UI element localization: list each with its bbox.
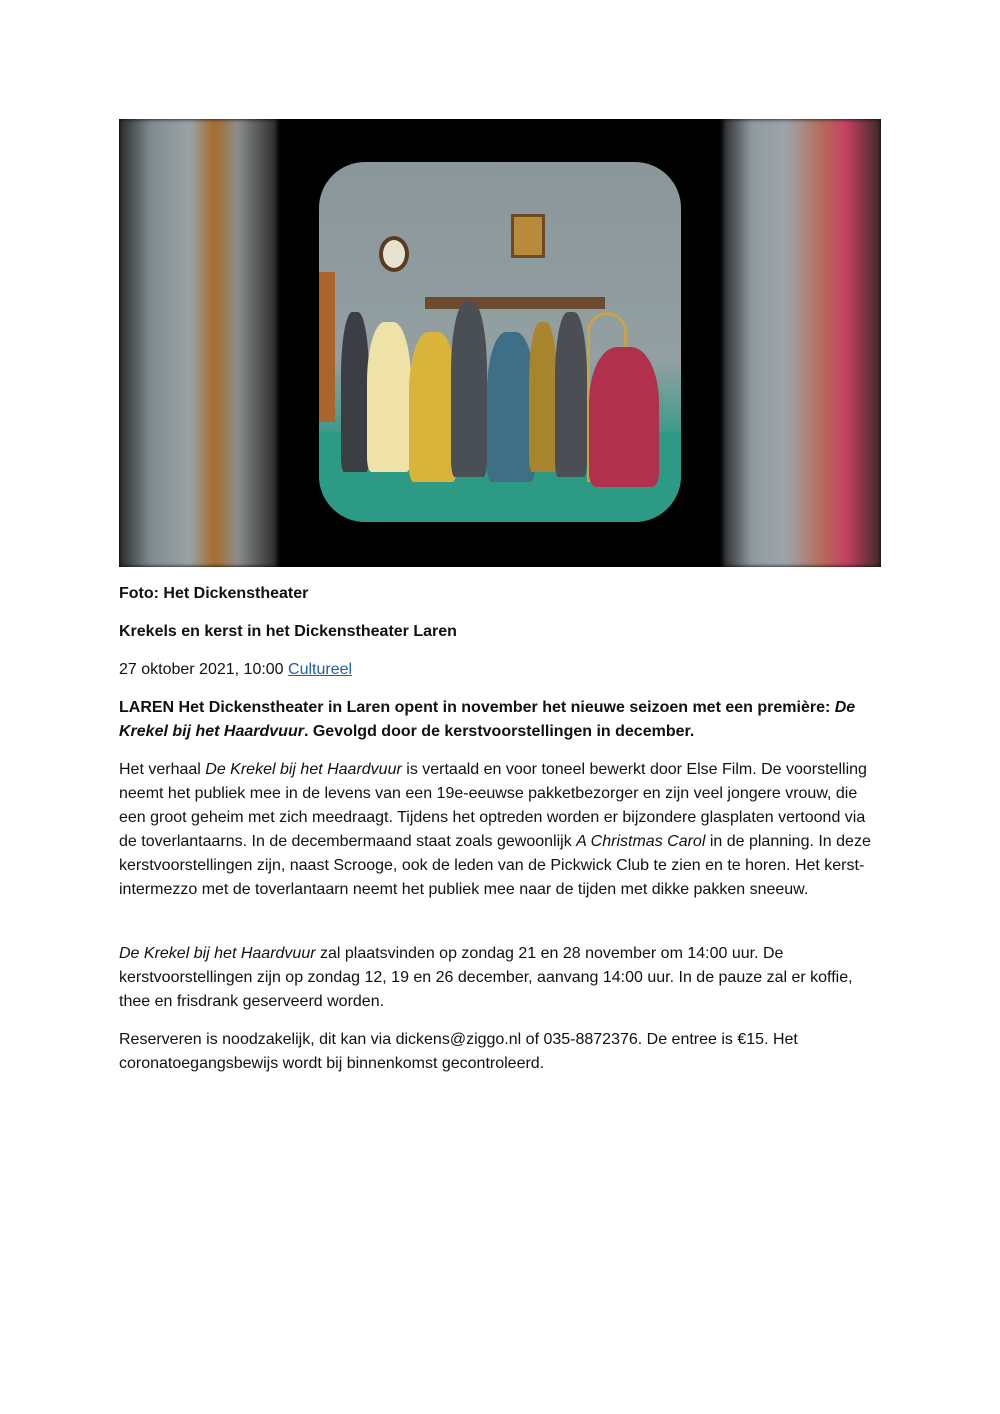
figure-dark-suit-2 [555, 312, 587, 477]
p2-text-a: zal plaatsvinden op zondag 21 en 28 november om 14:00 uur. De kerstvoorstellingen zijn op zondag 12, 19 en 26 december, aanvang 14:00 uur. In de pauze zal er koffie, thee en frisdrank geserveerd worden. [119, 945, 853, 1010]
article-meta [119, 658, 352, 682]
photo-blurred-left-edge [119, 119, 277, 567]
lead-text-2: . Gevolgd door de kerstvoorstellingen in december. [303, 723, 695, 740]
photo-blurred-right-edge [723, 119, 881, 567]
slide-door [319, 272, 335, 422]
p1-text-c: in de planning. In deze kerstvoorstellingen zijn, naast Scrooge, ook de leden van de Pickwick Club te zien en te horen. Het kerst-intermezzo met de toverlantaarn neemt het publiek mee naar de tijden met dikke pakken sneeuw. [119, 833, 871, 898]
figure-ochre-dress [529, 322, 557, 472]
figure-yellow-dress [409, 332, 457, 482]
figure-blue-dress [487, 332, 535, 482]
figure-red-dress-harpist [589, 347, 659, 487]
body-paragraph-1 [119, 758, 881, 902]
p1-italic-b: A Christmas Carol [576, 833, 706, 850]
slide-picture-frame [511, 214, 545, 258]
body-paragraph-3: Reserveren is noodzakelijk, dit kan via dickens@ziggo.nl of 035-8872376. De entree is €15. Het coronatoegangsbewijs wordt bij binnenkomst gecontroleerd. [119, 1031, 798, 1072]
figure-cream-dress [367, 322, 411, 472]
p1-text-a: Het verhaal [119, 761, 206, 778]
lead-paragraph [119, 696, 881, 744]
slide-clock [379, 236, 409, 272]
p1-text-b: is vertaald en voor toneel bewerkt door Else Film. De voorstelling neemt het publiek mee in de levens van een 19e-eeuwse pakketbezorger en zijn veel jongere vrouw, die een groot geheim met zich meedraagt. Tijdens het optreden worden er bijzondere glasplaten vertoond via de toverlantaarns. In de decembermaand staat zoals gewoonlijk [119, 761, 867, 850]
figure-grey-suit [451, 302, 487, 477]
figure-dark-suit [341, 312, 369, 472]
article-photo [119, 119, 881, 567]
body-paragraph-2 [119, 942, 881, 1014]
p2-italic-a: De Krekel bij het Haardvuur [119, 945, 316, 962]
p1-italic-a: De Krekel bij het Haardvuur [205, 761, 402, 778]
publish-date: 27 oktober 2021, 10:00 [119, 661, 284, 678]
slide-mantel [425, 297, 605, 309]
category-link[interactable]: Cultureel [288, 661, 353, 678]
lead-title-italic: De Krekel bij het Haardvuur [119, 699, 856, 740]
article-title: Krekels en kerst in het Dickenstheater Laren [119, 623, 457, 640]
photo-credit: Foto: Het Dickenstheater [119, 585, 309, 602]
lead-text-1: LAREN Het Dickenstheater in Laren opent in november het nieuwe seizoen met een première: [119, 699, 835, 716]
lantern-slide-image [319, 162, 681, 522]
